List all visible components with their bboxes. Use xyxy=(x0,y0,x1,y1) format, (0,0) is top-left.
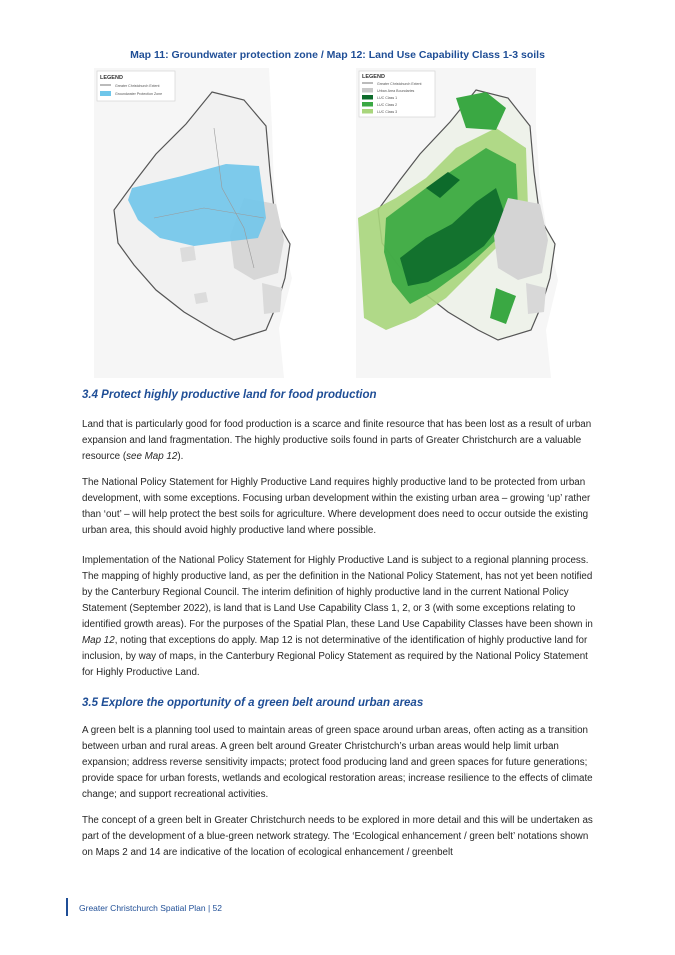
section-3-4-paragraph-1 xyxy=(82,417,594,465)
section-3-4-p1-end: ). xyxy=(177,451,184,462)
map12-legend-label-4: LUC Class 2 xyxy=(377,103,398,107)
map12-legend-label-5: LUC Class 3 xyxy=(377,110,398,114)
map12-legend-label-1: Greater Christchurch Extent xyxy=(377,82,422,86)
map12-legend-swatch-2 xyxy=(362,88,373,93)
section-3-4-p1-text: Land that is particularly good for food production is a scarce and finite resource that has been lost as a result of urban expansion and land fragmentation. The highly productive soils found in parts of Greater Christchurch are a valuable resource ( xyxy=(82,419,592,462)
maps-caption: Map 11: Groundwater protection zone / Map 12: Land Use Capability Class 1-3 soils xyxy=(130,49,545,61)
map12-legend-label-3: LUC Class 1 xyxy=(377,96,398,100)
map11-legend-label-1: Greater Christchurch Extent xyxy=(115,84,160,88)
map11-legend-label-2: Groundwater Protection Zone xyxy=(115,92,163,96)
section-3-5-paragraph-2: The concept of a green belt in Greater Christchurch needs to be explored in more detail and this will be undertaken as part of the development of a blue-green network strategy. The ‘Ecological enhancement / green belt’ notations shown on Maps 2 and 14 are indicative of the location of ecological enhancement / greenbelt xyxy=(82,815,593,858)
page-footer xyxy=(66,898,222,916)
section-3-4-paragraph-3 xyxy=(82,553,594,681)
section-3-4-paragraph-2: The National Policy Statement for Highly Productive Land requires highly productive land to be protected from urban development, with some exceptions. Focusing urban development within the existing urban area – growing ‘up’ rather than ‘out’ – will help protect the best soils for agriculture. Where development does need to occur outside the existing urban area, this should avoid highly productive land where possible. xyxy=(82,477,591,536)
section-3-4-p3-text: Implementation of the National Policy Statement for Highly Productive Land is subject to a regional planning process. The mapping of highly productive land, as per the definition in the National Policy Statement, has not yet been notified by the Canterbury Regional Council. The interim definition of highly productive land in the current National Policy Statement (September 2022), is land that is Land Use Capability Class 1, 2, or 3 (with some exceptions relating to identified growth areas). For the purposes of the Spatial Plan, these Land Use Capability Classes have been shown in xyxy=(82,555,593,630)
map-12-reference: see Map 12 xyxy=(126,451,178,462)
map12-legend-swatch-4 xyxy=(362,102,373,107)
section-3-5-paragraph-1: A green belt is a planning tool used to maintain areas of green space around urban areas, often acting as a transition between urban and rural areas. A green belt around Greater Christchurch’s urban areas would help limit urban expansion; address reverse sensitivity impacts; protect food producing land and green spaces for future generations; provide space for urban forests, wetlands and ecological restoration areas; increase resilience to the effects of climate change; and support recreational activities. xyxy=(82,725,593,800)
map11-legend-swatch-2 xyxy=(100,91,111,96)
section-3-4-p3-end: , noting that exceptions do apply. Map 12 is not determinative of the identification of highly productive land for inclusion, by way of maps, in the Canterbury Regional Policy Statement as required by the National Policy Statement for Highly Productive Land. xyxy=(82,635,588,678)
groundwater-protection-map xyxy=(94,68,327,378)
map11-legend-title: LEGEND xyxy=(100,75,123,81)
section-3-5-heading: 3.5 Explore the opportunity of a green belt around urban areas xyxy=(82,697,424,709)
section-3-4-heading: 3.4 Protect highly productive land for food production xyxy=(82,389,377,401)
luc-map-graphic xyxy=(356,68,589,378)
groundwater-map-graphic xyxy=(94,68,327,378)
map12-legend-swatch-3 xyxy=(362,95,373,100)
map12-legend-title: LEGEND xyxy=(362,74,385,80)
footer-text: Greater Christchurch Spatial Plan | 52 xyxy=(79,903,222,913)
map12-legend-swatch-5 xyxy=(362,109,373,114)
map-12-reference-inline: Map 12 xyxy=(82,635,115,646)
map12-legend-label-2: Urban Area Boundaries xyxy=(377,89,415,93)
luc-soils-map xyxy=(356,68,589,378)
